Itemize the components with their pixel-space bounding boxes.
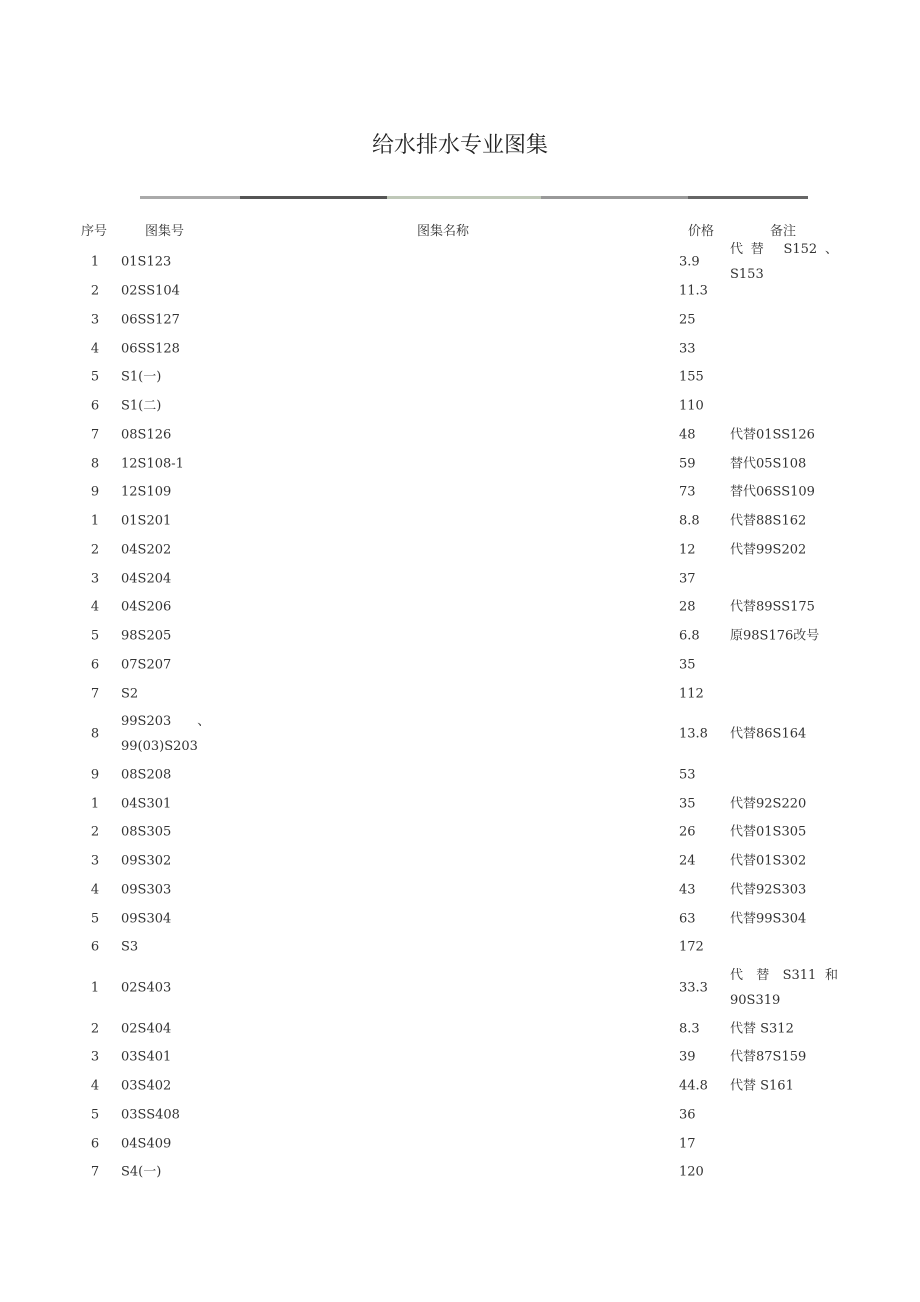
table-row bbox=[0, 761, 920, 790]
row-seq: 3 bbox=[90, 853, 100, 869]
row-price: 172 bbox=[679, 939, 704, 955]
row-seq: 8 bbox=[90, 456, 100, 472]
table-row bbox=[0, 421, 920, 450]
row-note: 代替01S305 bbox=[730, 824, 807, 840]
title-divider bbox=[140, 196, 808, 199]
row-note: 原98S176改号 bbox=[730, 628, 820, 644]
table-row bbox=[0, 1101, 920, 1130]
row-code: 04S206 bbox=[121, 599, 172, 615]
row-seq: 4 bbox=[90, 1078, 100, 1094]
row-seq: 7 bbox=[90, 1164, 100, 1180]
row-price: 73 bbox=[679, 484, 696, 500]
row-code: 03S402 bbox=[121, 1078, 172, 1094]
table-row bbox=[0, 242, 920, 283]
row-code: 98S205 bbox=[121, 628, 172, 644]
row-note: 替代06SS109 bbox=[730, 484, 815, 500]
row-seq: 7 bbox=[90, 427, 100, 443]
row-note: 代替01S302 bbox=[730, 853, 807, 869]
row-seq: 6 bbox=[90, 657, 100, 673]
row-note: 代替99S304 bbox=[730, 911, 807, 927]
row-price: 11.3 bbox=[679, 283, 708, 299]
row-code: 08S126 bbox=[121, 427, 172, 443]
row-seq: 5 bbox=[90, 628, 100, 644]
table-row bbox=[0, 363, 920, 392]
header-code: 图集号 bbox=[145, 224, 185, 239]
row-code: 04S301 bbox=[121, 796, 172, 812]
row-price: 112 bbox=[679, 686, 704, 702]
row-price: 53 bbox=[679, 767, 696, 783]
table-row bbox=[0, 622, 920, 651]
row-code: 02S403 bbox=[121, 980, 172, 996]
row-note: 代替92S220 bbox=[730, 796, 807, 812]
header-seq: 序号 bbox=[81, 224, 108, 239]
row-code: S2 bbox=[121, 686, 139, 702]
row-note: 代替01SS126 bbox=[730, 427, 815, 443]
row-seq: 4 bbox=[90, 341, 100, 357]
table-row bbox=[0, 277, 920, 306]
table-row bbox=[0, 593, 920, 622]
row-seq: 1 bbox=[90, 796, 100, 812]
row-price: 37 bbox=[679, 571, 696, 587]
page-title: 给水排水专业图集 bbox=[371, 133, 548, 158]
row-price: 12 bbox=[679, 542, 696, 558]
row-price: 35 bbox=[679, 657, 696, 673]
row-price: 36 bbox=[679, 1107, 696, 1123]
row-seq: 2 bbox=[90, 1021, 100, 1037]
header-note: 备注 bbox=[770, 224, 797, 239]
table-row bbox=[0, 1158, 920, 1187]
table-row bbox=[0, 1014, 920, 1043]
row-seq: 3 bbox=[90, 571, 100, 587]
table-row bbox=[0, 708, 920, 761]
row-code: S4(一) bbox=[121, 1164, 162, 1180]
table-row bbox=[0, 1129, 920, 1158]
row-price: 26 bbox=[679, 824, 696, 840]
row-code: 08S208 bbox=[121, 767, 172, 783]
row-note: 代替86S164 bbox=[730, 726, 807, 742]
row-price: 25 bbox=[679, 312, 696, 328]
row-price: 110 bbox=[679, 398, 704, 414]
row-note: 代替 S152、S153 bbox=[730, 242, 838, 283]
header-name: 图集名称 bbox=[417, 224, 470, 239]
row-note: 替代05S108 bbox=[730, 456, 807, 472]
row-code: 12S108-1 bbox=[121, 456, 184, 472]
row-price: 63 bbox=[679, 911, 696, 927]
row-price: 17 bbox=[679, 1136, 696, 1152]
row-code: 12S109 bbox=[121, 484, 172, 500]
row-price: 33.3 bbox=[679, 980, 708, 996]
table-row bbox=[0, 478, 920, 507]
table-row bbox=[0, 1043, 920, 1072]
row-seq: 6 bbox=[90, 398, 100, 414]
table-row bbox=[0, 392, 920, 421]
row-code: 04S409 bbox=[121, 1136, 172, 1152]
table-row bbox=[0, 962, 920, 1015]
row-note: 代 替 S311 和 90S319 bbox=[730, 968, 838, 1008]
row-price: 8.3 bbox=[679, 1021, 700, 1037]
row-price: 24 bbox=[679, 853, 696, 869]
row-price: 28 bbox=[679, 599, 696, 615]
row-code: 09S304 bbox=[121, 911, 172, 927]
row-code: S1(二) bbox=[121, 398, 162, 414]
row-seq: 3 bbox=[90, 312, 100, 328]
row-code: 99S203 、 99(03)S203 bbox=[121, 714, 211, 755]
row-price: 120 bbox=[679, 1164, 704, 1180]
header-price: 价格 bbox=[688, 224, 715, 239]
row-seq: 1 bbox=[90, 513, 100, 529]
row-price: 6.8 bbox=[679, 628, 700, 644]
row-code: 06SS127 bbox=[121, 312, 180, 328]
table-row bbox=[0, 933, 920, 962]
row-note: 代替88S162 bbox=[730, 513, 807, 529]
row-price: 44.8 bbox=[679, 1078, 708, 1094]
row-code: 03SS408 bbox=[121, 1107, 180, 1123]
row-code: 07S207 bbox=[121, 657, 172, 673]
row-price: 8.8 bbox=[679, 513, 700, 529]
row-seq: 1 bbox=[90, 254, 100, 270]
row-code: 09S303 bbox=[121, 882, 172, 898]
row-code: S1(一) bbox=[121, 369, 162, 385]
row-code: 02SS104 bbox=[121, 283, 180, 299]
table-row bbox=[0, 679, 920, 708]
table-row bbox=[0, 536, 920, 565]
table-row bbox=[0, 564, 920, 593]
table-row bbox=[0, 651, 920, 680]
row-note: 代替92S303 bbox=[730, 882, 807, 898]
row-note: 代替99S202 bbox=[730, 542, 807, 558]
row-price: 48 bbox=[679, 427, 696, 443]
row-seq: 5 bbox=[90, 1107, 100, 1123]
row-code: 02S404 bbox=[121, 1021, 172, 1037]
row-seq: 7 bbox=[90, 686, 100, 702]
row-seq: 5 bbox=[90, 369, 100, 385]
row-price: 43 bbox=[679, 882, 696, 898]
row-price: 155 bbox=[679, 369, 704, 385]
row-seq: 1 bbox=[90, 980, 100, 996]
row-seq: 2 bbox=[90, 824, 100, 840]
table-row bbox=[0, 507, 920, 536]
table-row bbox=[0, 306, 920, 335]
row-seq: 4 bbox=[90, 599, 100, 615]
row-note: 代替 S312 bbox=[730, 1021, 794, 1037]
table-row bbox=[0, 818, 920, 847]
table-row bbox=[0, 789, 920, 818]
row-code: 01S201 bbox=[121, 513, 172, 529]
row-note: 代替87S159 bbox=[730, 1049, 807, 1065]
table-row bbox=[0, 334, 920, 363]
row-note: 代替 S161 bbox=[730, 1078, 794, 1094]
row-code: 01S123 bbox=[121, 254, 172, 270]
row-seq: 5 bbox=[90, 911, 100, 927]
row-seq: 6 bbox=[90, 939, 100, 955]
row-note: 代替89SS175 bbox=[730, 599, 815, 615]
row-price: 59 bbox=[679, 456, 696, 472]
row-seq: 9 bbox=[90, 767, 100, 783]
row-seq: 3 bbox=[90, 1049, 100, 1065]
table-row bbox=[0, 876, 920, 905]
table-row bbox=[0, 847, 920, 876]
row-price: 33 bbox=[679, 341, 696, 357]
table-row bbox=[0, 1072, 920, 1101]
row-seq: 6 bbox=[90, 1136, 100, 1152]
row-seq: 9 bbox=[90, 484, 100, 500]
row-code: 08S305 bbox=[121, 824, 172, 840]
table-row bbox=[0, 449, 920, 478]
row-code: 09S302 bbox=[121, 853, 172, 869]
row-code: 06SS128 bbox=[121, 341, 180, 357]
row-price: 3.9 bbox=[679, 254, 700, 270]
row-seq: 8 bbox=[90, 726, 100, 742]
row-seq: 2 bbox=[90, 283, 100, 299]
row-seq: 2 bbox=[90, 542, 100, 558]
row-code: 03S401 bbox=[121, 1049, 172, 1065]
row-price: 13.8 bbox=[679, 726, 708, 742]
row-code: 04S202 bbox=[121, 542, 172, 558]
table-row bbox=[0, 904, 920, 933]
row-price: 39 bbox=[679, 1049, 696, 1065]
catalog-table bbox=[0, 242, 920, 1187]
row-code: S3 bbox=[121, 939, 139, 955]
row-code: 04S204 bbox=[121, 571, 172, 587]
row-seq: 4 bbox=[90, 882, 100, 898]
row-price: 35 bbox=[679, 796, 696, 812]
